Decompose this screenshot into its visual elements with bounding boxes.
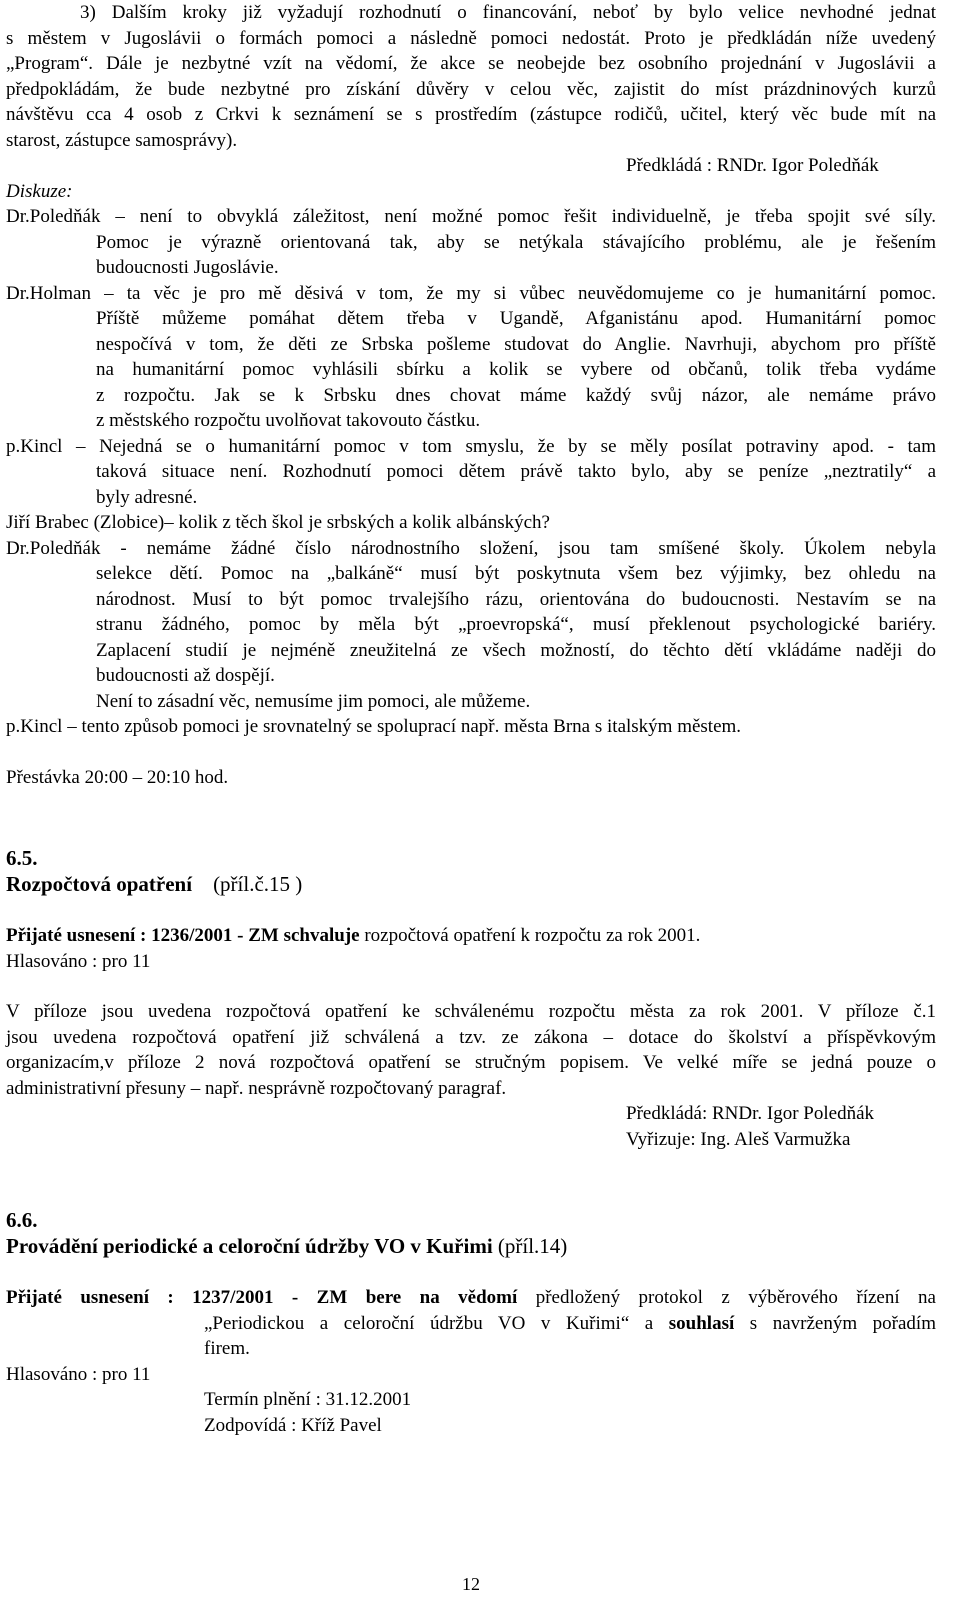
- section-6-5: [6, 846, 936, 1152]
- resolution-text: předložený protokol z výběrového řízení na: [517, 1287, 936, 1308]
- discussion-line: na humanitární pomoc vyhlásili sbírku a kolik se vybere od občanů, tolik třeba vydáme: [96, 359, 936, 380]
- intro-line: starost, zástupce samosprávy).: [6, 129, 238, 151]
- discussion-line: národnost. Musí to být pomoc trvalejšího rázu, orientována do budoucnosti. Nestavím se na: [96, 588, 936, 610]
- section-number: 6.5.: [6, 846, 38, 870]
- discussion-line: Dr.Poledňák – není to obvyklá záležitost, není možné pomoc řešit individuelně, je třeba spojit své síly.: [6, 206, 936, 227]
- resolution-text: rozpočtová opatření k rozpočtu za rok 2001.: [359, 925, 701, 946]
- discussion-line: Příště můžeme pomáhat dětem třeba v Ugandě, Afganistánu apod. Humanitární pomoc: [96, 308, 936, 329]
- intro-paragraph: [6, 0, 936, 179]
- discussion: [6, 179, 936, 791]
- section-attachment: (příl.14): [497, 1233, 568, 1258]
- section-attachment: (příl.č.15 ): [213, 871, 303, 896]
- vote: Hlasováno : pro 11: [6, 950, 151, 972]
- section-title: Rozpočtová opatření: [6, 871, 193, 896]
- intro-line: s městem v Jugoslávii o formách pomoci a následně pomoci nedostát. Proto je předkládán níže uvedený: [6, 27, 936, 49]
- discussion-line: taková situace není. Rozhodnutí pomoci dětem právě takto bylo, aby se peníze „neztratily“ a: [96, 461, 936, 482]
- discussion-line: budoucnosti až dospějí.: [96, 665, 275, 686]
- intro-line: 3) Dalším kroky již vyžadují rozhodnutí o financování, neboť by bylo velice nevhodné jednat: [80, 2, 936, 23]
- discussion-line: z rozpočtu. Jak se k Srbsku dnes chovat máme každý svůj názor, ale nemáme právo: [96, 384, 936, 406]
- intro-line: návštěvu cca 4 osob z Crkvi k seznámení se s prostředím (zástupce rodičů, učitel, který věc bude mít na: [6, 104, 936, 125]
- section-6-6: [6, 1208, 936, 1438]
- document-page: [6, 0, 936, 1594]
- break-note: Přestávka 20:00 – 20:10 hod.: [6, 766, 229, 788]
- resolution-label: Přijaté usnesení : 1236/2001 - ZM schvaluje: [6, 925, 360, 946]
- resolution: [6, 1285, 936, 1311]
- resolution-line: firem.: [204, 1338, 250, 1359]
- discussion-line: z městského rozpočtu uvolňovat takovouto částku.: [96, 410, 481, 431]
- intro-submitter: Předkládá : RNDr. Igor Poledňák: [626, 155, 879, 176]
- page-number: 12: [462, 1574, 480, 1594]
- handler: Vyřizuje: Ing. Aleš Varmužka: [626, 1128, 851, 1150]
- section-title: Provádění periodické a celoroční údržby VO v Kuřimi: [6, 1233, 493, 1258]
- discussion-line: stranu žádného, pomoc by měla být „proevropská“, musí překlenout psychologické bariéry.: [96, 614, 936, 635]
- resolution-text: „Periodickou a celoroční údržbu VO v Kuřimi“ a: [204, 1312, 669, 1334]
- intro-line: předpokládám, že bude nezbytné pro získání důvěry v celou věc, zajistit do míst prázdninových kurzů: [6, 78, 936, 100]
- discussion-line: Jiří Brabec (Zlobice)– kolik z těch škol je srbských a kolik albánských?: [6, 512, 550, 533]
- discussion-line: byly adresné.: [96, 486, 198, 508]
- discussion-line: Pomoc je výrazně orientovaná tak, aby se netýkala stávajícího problému, ale je řešením: [96, 231, 936, 253]
- discussion-line: budoucnosti Jugoslávie.: [96, 257, 279, 278]
- discussion-line: Dr.Holman – ta věc je pro mě děsivá v tom, že my si vůbec neuvědomujeme co je humanitární pomoc.: [6, 282, 936, 304]
- deadline: Termín plnění : 31.12.2001: [204, 1389, 412, 1410]
- body-line: organizacím,v příloze 2 nová rozpočtová opatření se stručným popisem. Ve velké míře se jedná pouze o: [6, 1052, 936, 1073]
- discussion-line: p.Kincl – tento způsob pomoci je srovnatelný se spoluprací např. města Brna s italským městem.: [6, 716, 742, 737]
- section-heading: [6, 1234, 936, 1260]
- body-line: administrativní přesuny – např. nesprávně rozpočtovaný paragraf.: [6, 1077, 507, 1099]
- section-heading: [6, 872, 936, 898]
- section-number: 6.6.: [6, 1208, 38, 1232]
- resolution-label: Přijaté usnesení : 1237/2001 - ZM bere na vědomí: [6, 1287, 518, 1308]
- body-line: V příloze jsou uvedena rozpočtová opatření ke schválenému rozpočtu města za rok 2001. V příloze č.1: [6, 1001, 936, 1022]
- submitter: Předkládá: RNDr. Igor Poledňák: [626, 1103, 875, 1124]
- discussion-line: Zaplacení studií je nejméně zneužitelná ze všech možností, do těchto dětí vkládáme naději do: [96, 639, 936, 661]
- discussion-heading: Diskuze:: [6, 180, 73, 202]
- discussion-line: Dr.Poledňák - nemáme žádné číslo národnostního složení, jsou tam smíšené školy. Úkolem nebyla: [6, 537, 936, 559]
- discussion-line: p.Kincl – Nejedná se o humanitární pomoc v tom smyslu, že by se měly posílat potraviny apod. - tam: [6, 435, 936, 457]
- discussion-line: nespočívá v tom, že děti ze Srbska pošleme studovat do Anglie. Navrhuji, abychom pro příště: [96, 333, 936, 355]
- resolution-text: s navrženým pořadím: [734, 1312, 936, 1334]
- discussion-line: Není to zásadní věc, nemusíme jim pomoci, ale můžeme.: [96, 690, 531, 712]
- resolution-bold: souhlasí: [668, 1312, 735, 1334]
- vote: Hlasováno : pro 11: [6, 1363, 151, 1385]
- intro-line: „Program“. Dále je nezbytné vzít na vědomí, že akce se neobejde bez osobního projednání v Jugoslávii a: [6, 53, 936, 74]
- resolution-line: [6, 1311, 936, 1337]
- discussion-line: selekce dětí. Pomoc na „balkáně“ musí být poskytnuta všem bez výjimky, bez ohledu na: [96, 563, 936, 584]
- resolution: [6, 923, 936, 949]
- responsible: Zodpovídá : Kříž Pavel: [204, 1414, 382, 1436]
- body-line: jsou uvedena rozpočtová opatření již schválená a tzv. ze zákona – dotace do školství a příspěvkovým: [6, 1026, 936, 1048]
